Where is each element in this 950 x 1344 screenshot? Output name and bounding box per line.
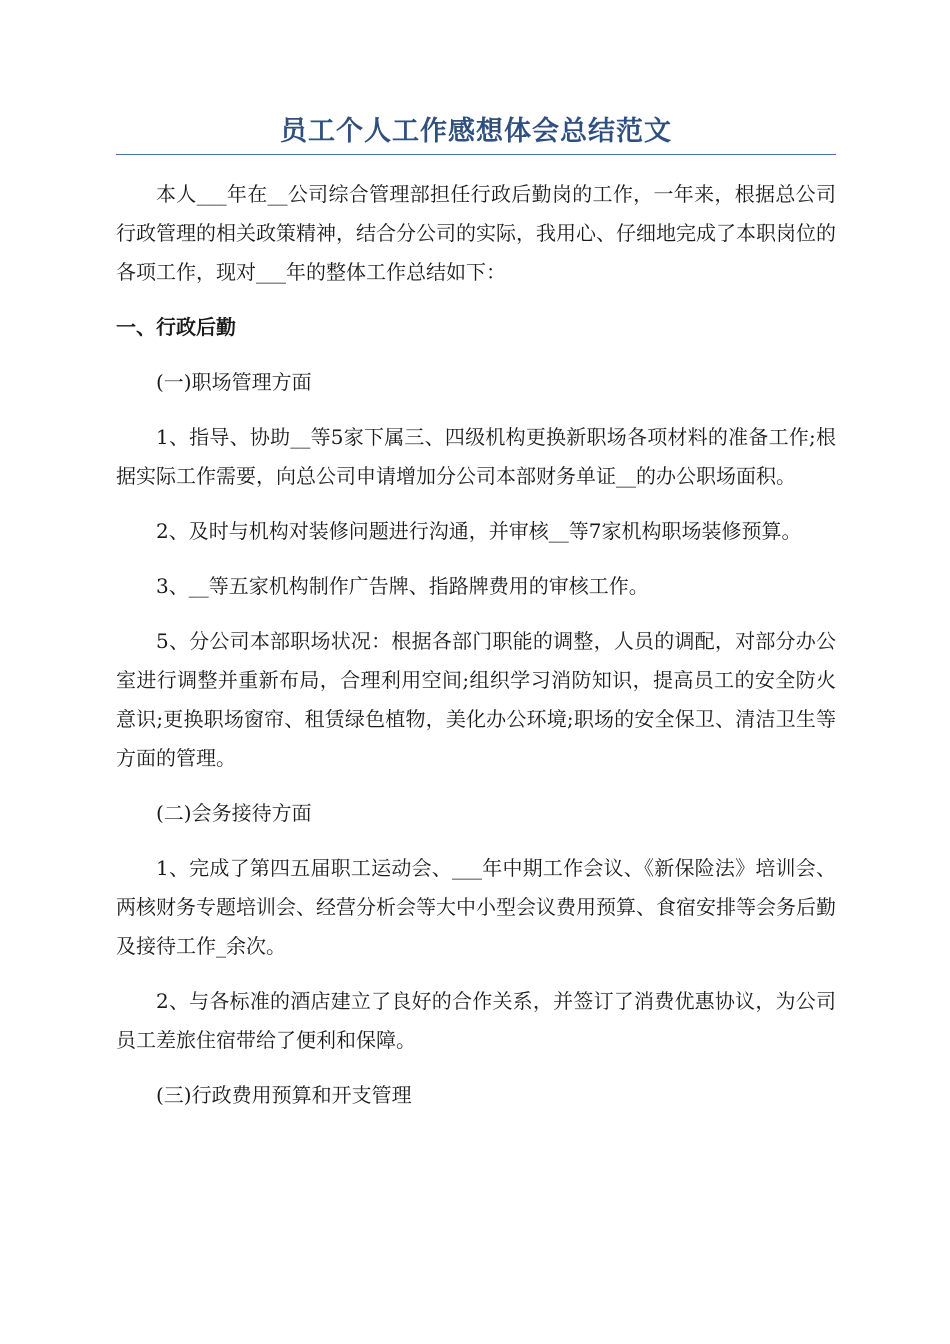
list-item: 3、__等五家机构制作广告牌、指路牌费用的审核工作。 bbox=[156, 574, 649, 598]
subsection-title-meetings: (二)会务接待方面 bbox=[156, 801, 312, 825]
list-item: 2、及时与机构对装修问题进行沟通，并审核__等7家机构职场装修预算。 bbox=[156, 519, 802, 543]
intro-paragraph: 本人___年在__公司综合管理部担任行政后勤岗的工作，一年来，根据总公司行政管理的相关政策精神，结合分公司的实际，我用心、仔细地完成了本职岗位的各项工作，现对___年的整体工作总结如下： bbox=[116, 182, 836, 284]
document-page bbox=[116, 0, 836, 1115]
list-item: 1、指导、协助__等5家下属三、四级机构更换新职场各项材料的准备工作;根据实际工作需要，向总公司申请增加分公司本部财务单证__的办公职场面积。 bbox=[116, 425, 836, 488]
list-item: 1、完成了第四五届职工运动会、___年中期工作会议、《新保险法》培训会、两核财务专题培训会、经营分析会等大中小型会议费用预算、食宿安排等会务后勤及接待工作_余次。 bbox=[116, 856, 836, 958]
list-item: 2、与各标准的酒店建立了良好的合作关系，并签订了消费优惠协议，为公司员工差旅住宿带给了便利和保障。 bbox=[116, 989, 836, 1052]
list-item: 5、分公司本部职场状况：根据各部门职能的调整，人员的调配，对部分办公室进行调整并重新布局，合理利用空间;组织学习消防知识，提高员工的安全防火意识;更换职场窗帘、租赁绿色植物，美化办公环境;职场的安全保卫、清洁卫生等方面的管理。 bbox=[116, 629, 836, 770]
subsection-title-workplace: (一)职场管理方面 bbox=[156, 370, 312, 394]
section-heading-admin-logistics: 一、行政后勤 bbox=[116, 315, 236, 339]
document-title: 员工个人工作感想体会总结范文 bbox=[280, 116, 672, 147]
subsection-title-budget: (三)行政费用预算和开支管理 bbox=[156, 1083, 412, 1107]
